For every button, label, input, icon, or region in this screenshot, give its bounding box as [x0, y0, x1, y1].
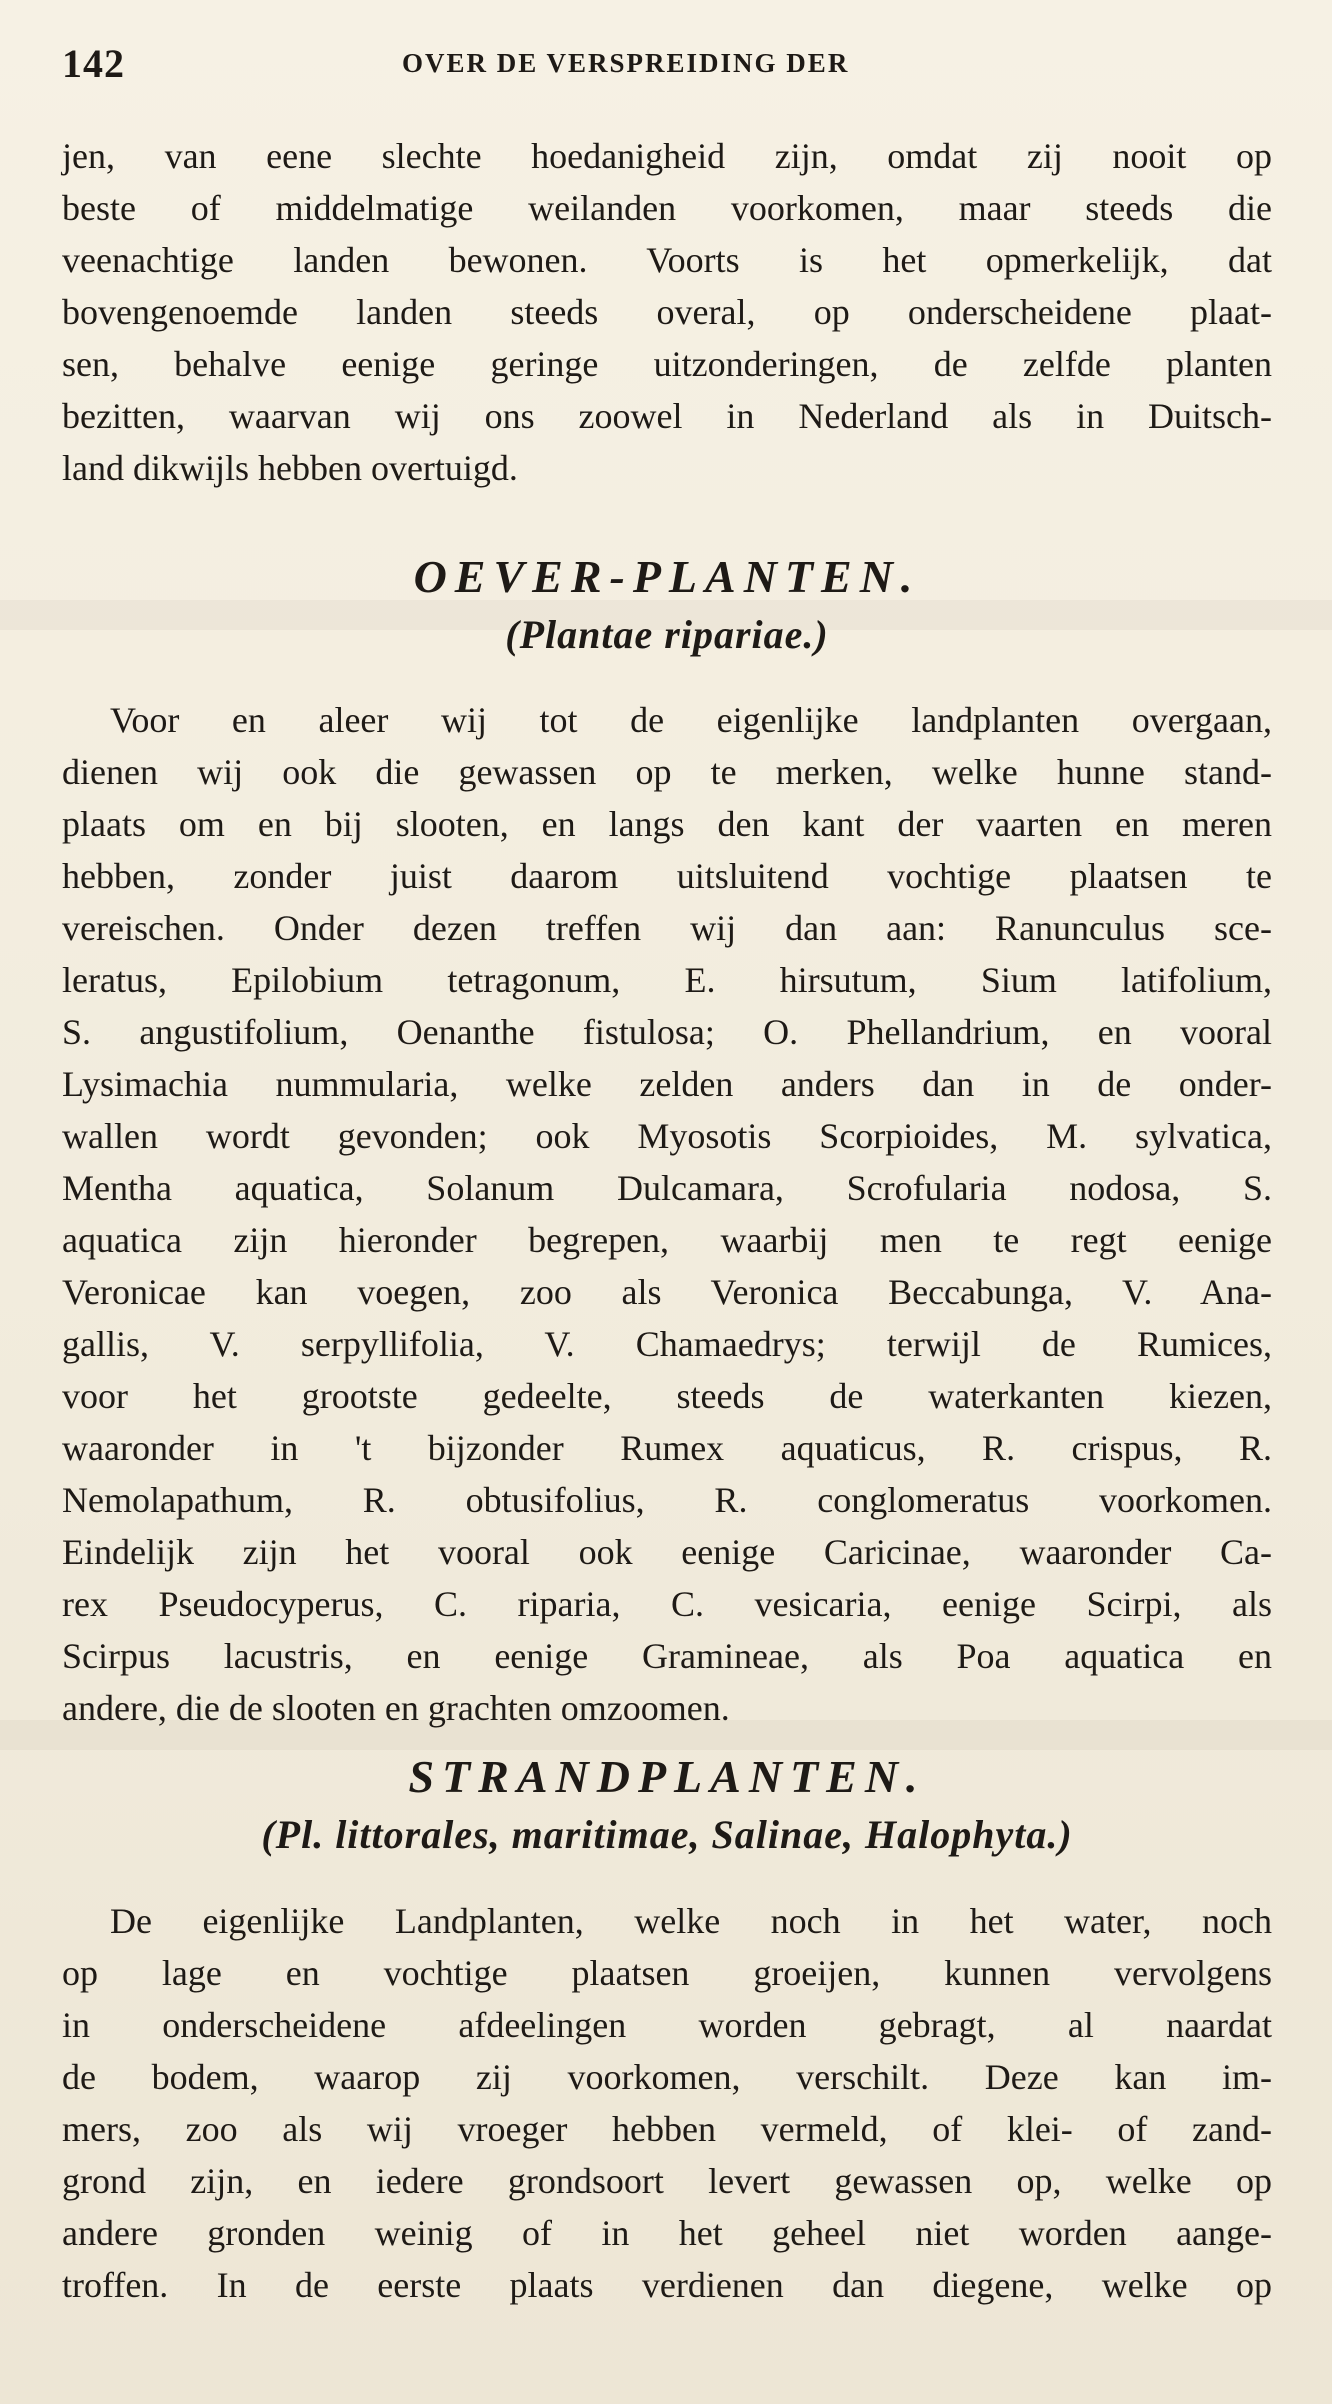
text-line: dienen wij ook die gewassen op te merken, welke hunne stand- [62, 752, 1272, 792]
text-line: Eindelijk zijn het vooral ook eenige Caricinae, waaronder Ca- [62, 1532, 1272, 1572]
section-heading-oever-planten [62, 548, 1272, 664]
text-line: gallis, V. serpyllifolia, V. Chamaedrys; terwijl de Rumices, [62, 1324, 1272, 1364]
text-line: Scirpus lacustris, en eenige Gramineae, als Poa aquatica en [62, 1636, 1272, 1676]
page-header [62, 40, 1272, 90]
paragraph-oever-planten [62, 694, 1272, 1734]
text-line: bezitten, waarvan wij ons zoowel in Nederland als in Duitsch- [62, 396, 1272, 436]
text-line: leratus, Epilobium tetragonum, E. hirsutum, Sium latifolium, [62, 960, 1272, 1000]
text-line: aquatica zijn hieronder begrepen, waarbij men te regt eenige [62, 1220, 1272, 1260]
text-line: in onderscheidene afdeelingen worden gebragt, al naardat [62, 2005, 1272, 2045]
text-line: land dikwijls hebben overtuigd. [62, 448, 518, 488]
paragraph-strandplanten [62, 1895, 1272, 2311]
text-line: mers, zoo als wij vroeger hebben vermeld, of klei- of zand- [62, 2109, 1272, 2149]
text-line: bovengenoemde landen steeds overal, op onderscheidene plaat- [62, 292, 1272, 332]
text-line: voor het grootste gedeelte, steeds de waterkanten kiezen, [62, 1376, 1272, 1416]
text-line: Lysimachia nummularia, welke zelden anders dan in de onder- [62, 1064, 1272, 1104]
text-line: Veronicae kan voegen, zoo als Veronica Beccabunga, V. Ana- [62, 1272, 1272, 1312]
text-line: veenachtige landen bewonen. Voorts is het opmerkelijk, dat [62, 240, 1272, 280]
text-line: wallen wordt gevonden; ook Myosotis Scorpioides, M. sylvatica, [62, 1116, 1272, 1156]
paragraph-continuation [62, 130, 1272, 494]
text-line: andere, die de slooten en grachten omzoomen. [62, 1688, 730, 1728]
text-line: plaats om en bij slooten, en langs den kant der vaarten en meren [62, 804, 1272, 844]
text-line: Mentha aquatica, Solanum Dulcamara, Scrofularia nodosa, S. [62, 1168, 1272, 1208]
text-line: grond zijn, en iedere grondsoort levert gewassen op, welke op [62, 2161, 1272, 2201]
text-line: jen, van eene slechte hoedanigheid zijn, omdat zij nooit op [62, 136, 1272, 176]
text-line: S. angustifolium, Oenanthe fistulosa; O. Phellandrium, en vooral [62, 1012, 1272, 1052]
text-line: Nemolapathum, R. obtusifolius, R. conglomeratus voorkomen. [62, 1480, 1272, 1520]
text-line: sen, behalve eenige geringe uitzonderingen, de zelfde planten [62, 344, 1272, 384]
text-line: de bodem, waarop zij voorkomen, verschilt. Deze kan im- [62, 2057, 1272, 2097]
section-subtitle: (Pl. littorales, maritimae, Salinae, Halophyta.) [261, 1812, 1073, 1857]
running-title: OVER DE VERSPREIDING DER [402, 48, 850, 78]
section-title: STRANDPLANTEN. [408, 1751, 926, 1802]
text-line: troffen. In de eerste plaats verdienen dan diegene, welke op [62, 2265, 1272, 2305]
text-line: rex Pseudocyperus, C. riparia, C. vesicaria, eenige Scirpi, als [62, 1584, 1272, 1624]
section-title: OEVER-PLANTEN. [413, 551, 921, 602]
text-line: waaronder in 't bijzonder Rumex aquaticus, R. crispus, R. [62, 1428, 1272, 1468]
page-number: 142 [62, 41, 125, 86]
text-line: andere gronden weinig of in het geheel niet worden aange- [62, 2213, 1272, 2253]
text-line: De eigenlijke Landplanten, welke noch in het water, noch [110, 1901, 1272, 1941]
text-line: vereischen. Onder dezen treffen wij dan aan: Ranunculus sce- [62, 908, 1272, 948]
section-subtitle: (Plantae ripariae.) [505, 612, 829, 657]
text-line: op lage en vochtige plaatsen groeijen, kunnen vervolgens [62, 1953, 1272, 1993]
text-line: beste of middelmatige weilanden voorkomen, maar steeds die [62, 188, 1272, 228]
text-line: Voor en aleer wij tot de eigenlijke landplanten overgaan, [110, 700, 1272, 740]
section-heading-strandplanten [62, 1748, 1272, 1864]
text-line: hebben, zonder juist daarom uitsluitend vochtige plaatsen te [62, 856, 1272, 896]
